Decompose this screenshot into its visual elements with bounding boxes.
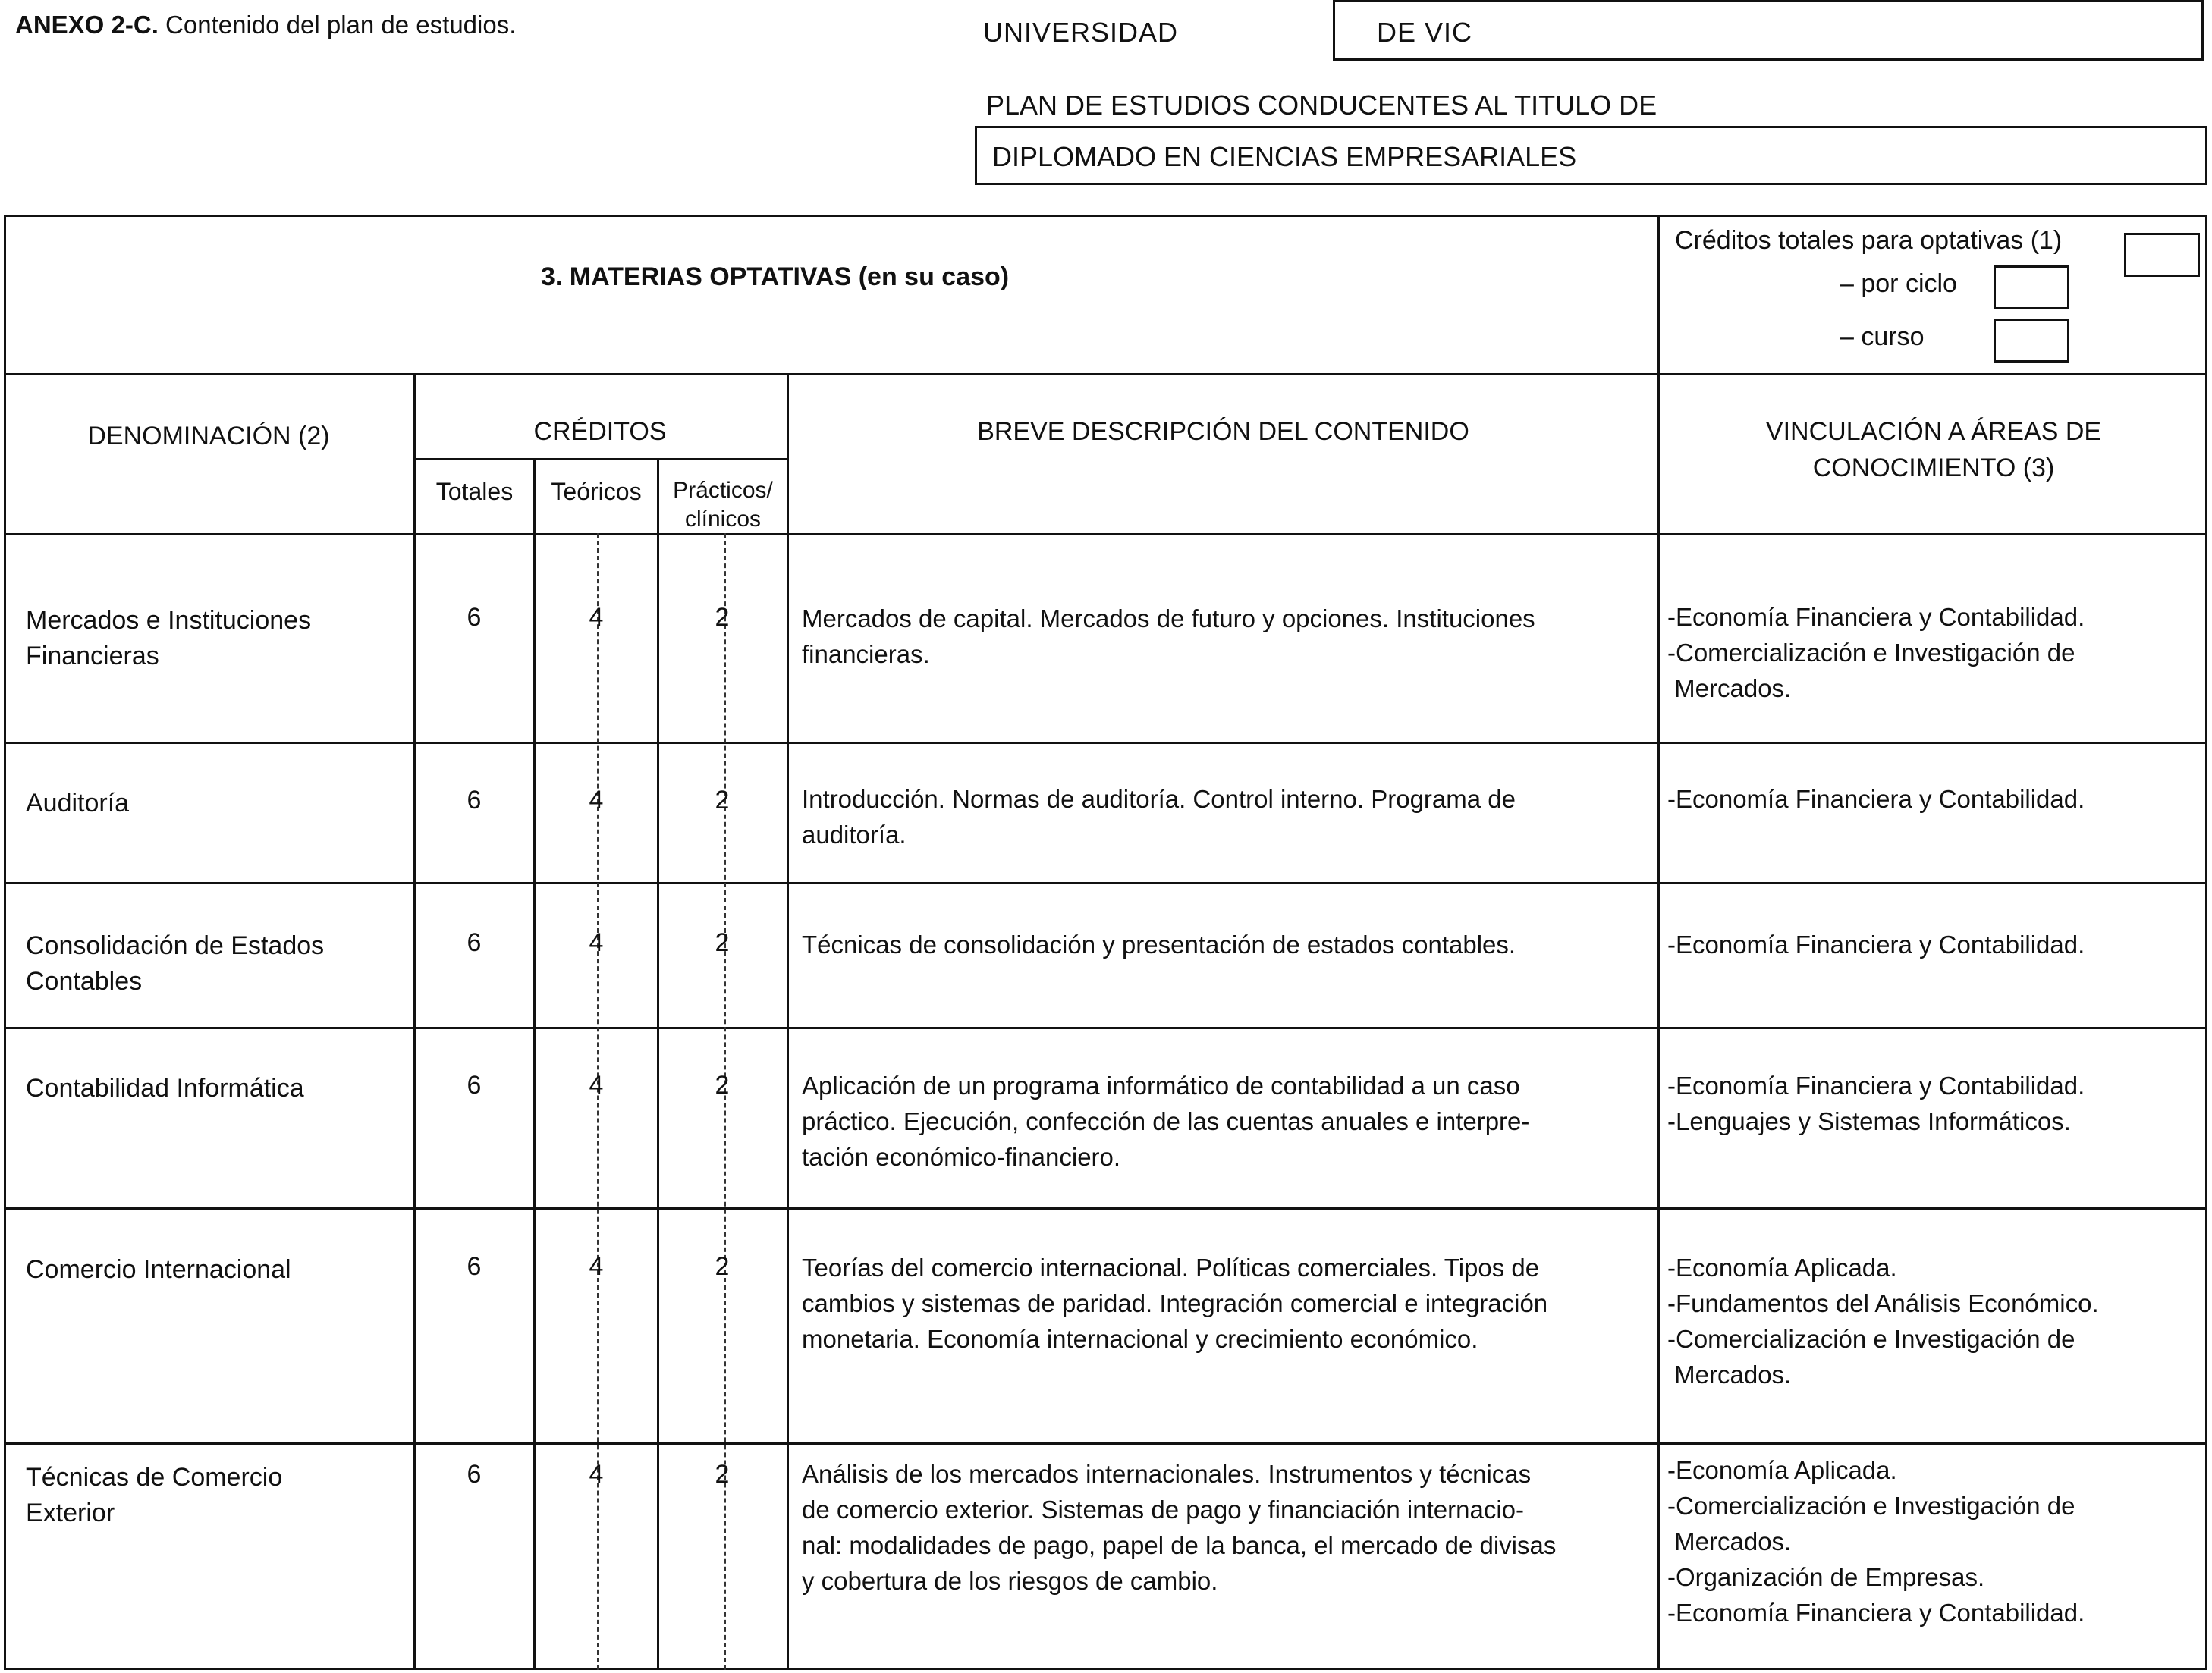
- credits-total-label: Créditos totales para optativas (1): [1675, 226, 2063, 255]
- degree-value: DIPLOMADO EN CIENCIAS EMPRESARIALES: [992, 141, 1577, 172]
- row-area: -Comercialización e Investigación de: [1667, 639, 2075, 667]
- row-practicos: 2: [715, 1460, 730, 1489]
- row-name: Financieras: [26, 642, 159, 670]
- header-description: BREVE DESCRIPCIÓN DEL CONTENIDO: [977, 417, 1469, 446]
- row-name: Mercados e Instituciones: [26, 606, 312, 635]
- header-credits: CRÉDITOS: [533, 417, 667, 446]
- row-description: nal: modalidades de pago, papel de la banca, el mercado de divisas: [802, 1531, 1557, 1559]
- section-title: 3. MATERIAS OPTATIVAS (en su caso): [541, 262, 1010, 291]
- row-area: -Economía Aplicada.: [1667, 1254, 1897, 1282]
- row-totales: 6: [467, 603, 482, 632]
- row-description: práctico. Ejecución, confección de las cuentas anuales e interpre-: [802, 1107, 1530, 1135]
- row-description: Introducción. Normas de auditoría. Control interno. Programa de: [802, 785, 1516, 813]
- row-practicos: 2: [715, 1252, 730, 1281]
- row-description: auditoría.: [802, 821, 906, 849]
- rule-title-bottom: [4, 373, 2207, 375]
- university-label: UNIVERSIDAD: [983, 17, 1179, 48]
- plan-label: PLAN DE ESTUDIOS CONDUCENTES AL TITULO DE: [986, 89, 1657, 121]
- row-name: Comercio Internacional: [26, 1255, 291, 1284]
- row-description: cambios y sistemas de paridad. Integración comercial e integración: [802, 1289, 1548, 1317]
- row-description: tación económico-financiero.: [802, 1143, 1121, 1171]
- row-area: -Economía Aplicada.: [1667, 1456, 1897, 1484]
- row-teoricos: 4: [589, 1460, 604, 1489]
- row-area: Mercados.: [1667, 1361, 1792, 1389]
- annex-text: Contenido del plan de estudios.: [158, 11, 517, 39]
- rule-credits-sub: [413, 458, 787, 460]
- row-area: -Economía Financiera y Contabilidad.: [1667, 931, 2085, 959]
- per-cycle-box: [1994, 265, 2069, 309]
- rule-header-bottom: [4, 533, 2207, 535]
- row-area: -Organización de Empresas.: [1667, 1563, 1985, 1591]
- row-practicos: 2: [715, 928, 730, 957]
- row-name: Contables: [26, 967, 143, 996]
- row-description: Aplicación de un programa informático de contabilidad a un caso: [802, 1072, 1520, 1100]
- row-totales: 6: [467, 1071, 482, 1100]
- row-name: Consolidación de Estados: [26, 931, 325, 960]
- header-areas-2: CONOCIMIENTO (3): [1812, 454, 2055, 482]
- row-description: monetaria. Economía internacional y crecimiento económico.: [802, 1325, 1478, 1353]
- row-area: -Economía Financiera y Contabilidad.: [1667, 1072, 2085, 1100]
- row-practicos: 2: [715, 603, 730, 632]
- row-description: y cobertura de los riesgos de cambio.: [802, 1567, 1218, 1595]
- per-course-label: – curso: [1840, 322, 1925, 351]
- credits-total-box: [2124, 233, 2200, 277]
- row-teoricos: 4: [589, 928, 604, 957]
- col-rule-name: [413, 373, 416, 1670]
- header-practicos: Prácticos/: [673, 478, 773, 503]
- university-value: DE VIC: [1377, 17, 1473, 48]
- col-dash-a: [597, 533, 599, 1670]
- row-name: Exterior: [26, 1499, 115, 1527]
- row-totales: 6: [467, 928, 482, 957]
- header-name: DENOMINACIÓN (2): [87, 422, 330, 450]
- row-practicos: 2: [715, 1071, 730, 1100]
- header-totales: Totales: [435, 478, 514, 505]
- col-rule-description: [787, 373, 789, 1670]
- header-teoricos: Teóricos: [551, 478, 642, 505]
- row-name: Contabilidad Informática: [26, 1074, 304, 1103]
- rule-row-1: [4, 742, 2207, 744]
- row-teoricos: 4: [589, 786, 604, 815]
- row-name: Auditoría: [26, 789, 130, 818]
- col-rule-totales: [533, 458, 536, 1670]
- rule-row-5: [4, 1442, 2207, 1445]
- row-teoricos: 4: [589, 603, 604, 632]
- row-totales: 6: [467, 1252, 482, 1281]
- row-practicos: 2: [715, 786, 730, 815]
- row-name: Técnicas de Comercio: [26, 1463, 283, 1492]
- row-description: Teorías del comercio internacional. Políticas comerciales. Tipos de: [802, 1254, 1540, 1282]
- row-area: -Fundamentos del Análisis Económico.: [1667, 1289, 2099, 1317]
- rule-row-3: [4, 1027, 2207, 1029]
- row-area: -Lenguajes y Sistemas Informáticos.: [1667, 1107, 2071, 1135]
- per-course-box: [1994, 319, 2069, 363]
- row-area: -Economía Financiera y Contabilidad.: [1667, 1599, 2085, 1627]
- row-area: -Economía Financiera y Contabilidad.: [1667, 785, 2085, 813]
- rule-row-2: [4, 882, 2207, 884]
- row-area: Mercados.: [1667, 674, 1792, 702]
- header-clinicos: clínicos: [684, 507, 762, 532]
- row-description: Mercados de capital. Mercados de futuro y opciones. Instituciones: [802, 604, 1535, 632]
- row-area: Mercados.: [1667, 1527, 1792, 1555]
- row-totales: 6: [467, 1460, 482, 1489]
- row-teoricos: 4: [589, 1071, 604, 1100]
- rule-row-4: [4, 1207, 2207, 1210]
- col-rule-teoricos: [657, 458, 659, 1670]
- row-totales: 6: [467, 786, 482, 815]
- annex-title: [15, 11, 516, 39]
- row-description: de comercio exterior. Sistemas de pago y financiación internacio-: [802, 1496, 1524, 1524]
- row-area: -Economía Financiera y Contabilidad.: [1667, 603, 2085, 631]
- row-area: -Comercialización e Investigación de: [1667, 1492, 2075, 1520]
- row-description: Técnicas de consolidación y presentación de estados contables.: [802, 931, 1516, 959]
- header-areas-1: VINCULACIÓN A ÁREAS DE: [1765, 417, 2102, 446]
- annex-label: ANEXO 2-C.: [15, 11, 159, 39]
- row-teoricos: 4: [589, 1252, 604, 1281]
- row-area: -Comercialización e Investigación de: [1667, 1325, 2075, 1353]
- row-description: financieras.: [802, 640, 930, 668]
- per-cycle-label: – por ciclo: [1840, 269, 1957, 298]
- row-description: Análisis de los mercados internacionales. Instrumentos y técnicas: [802, 1460, 1532, 1488]
- col-dash-b: [724, 533, 726, 1670]
